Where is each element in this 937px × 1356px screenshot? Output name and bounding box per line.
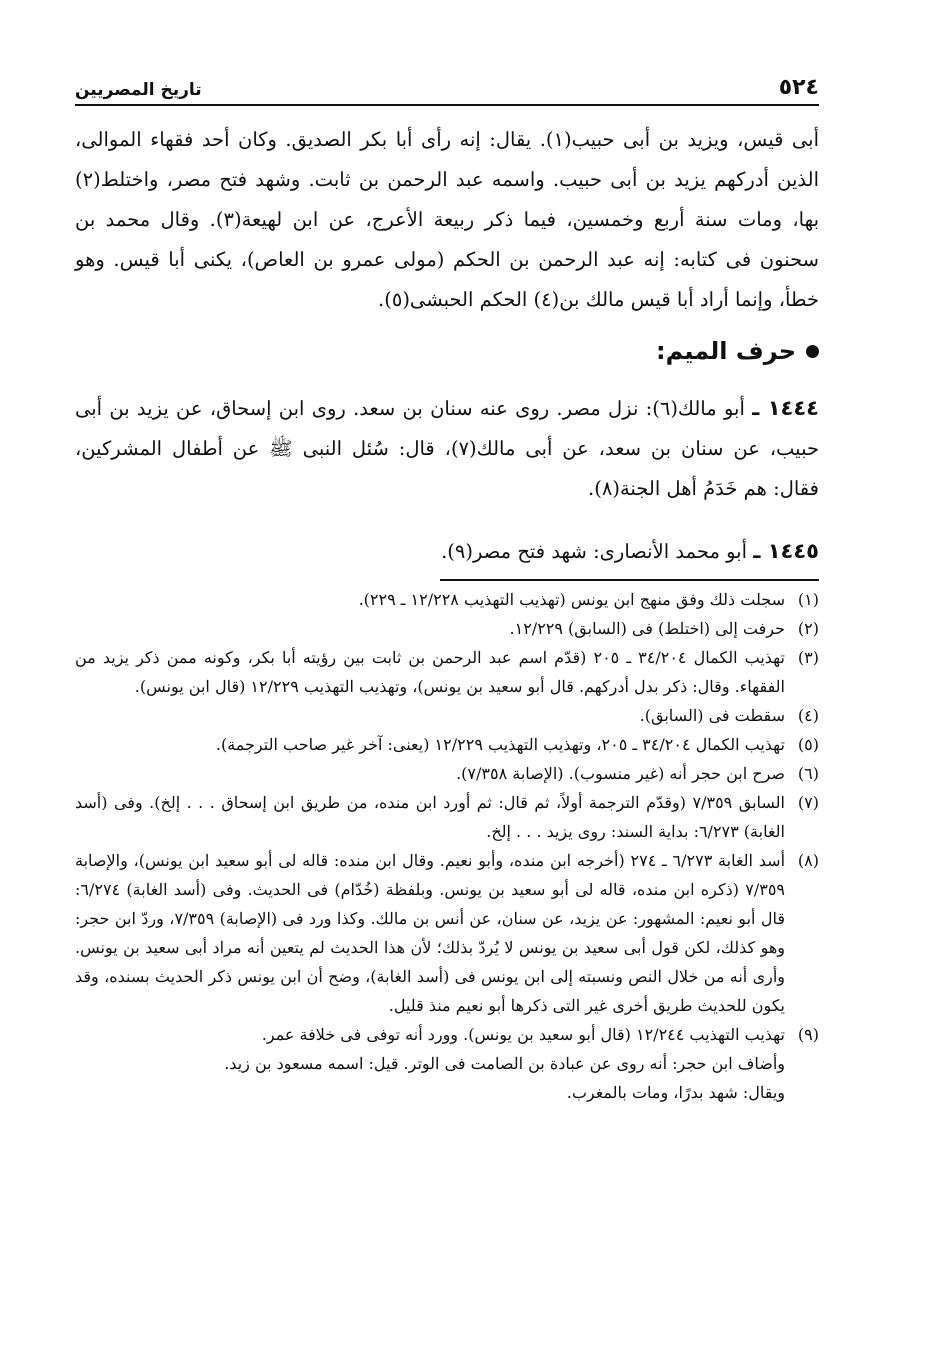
header-rule (75, 104, 819, 106)
footnote-number: (٧) (797, 793, 819, 812)
footnote-number: (٤) (797, 706, 819, 725)
footnote-number: (٥) (797, 735, 819, 754)
footnote-number: (٦) (797, 764, 819, 783)
main-paragraph (75, 120, 819, 320)
section-heading-text: حرف الميم: (655, 337, 796, 365)
paragraph-text: أبى قيس، ويزيد بن أبى حبيب(١). يقال: إنه رأى أبا بكر الصديق. وكان أحد فقهاء الموالى، الذين أدركهم يزيد بن أبى حبيب. واسمه عبد الرحمن بن ثابت. وشهد فتح مصر، واختلط(٢) بها، ومات سنة أربع وخمسين، فيما ذكر ربيعة الأعرج، عن ابن لهيعة(٣). وقال محمد بن سحنون فى كتابه: إنه عبد الرحمن بن الحكم (مولى عمرو بن العاص)، يكنى أبا قيس. وهو خطأ، وإنما أراد أبا قيس مالك بن(٤) الحكم الحبشى(٥). (75, 128, 819, 311)
footnote (75, 701, 819, 730)
footnote-text: صرح ابن حجر أنه (غير منسوب). (الإصابة ٧/٣٥٨). (456, 764, 785, 783)
footnote-number: (٩) (797, 1025, 819, 1044)
footnote (75, 1020, 819, 1107)
running-title: تاريخ المصريين (75, 80, 202, 100)
entry-number: ١٤٤٤ ـ (752, 396, 819, 420)
footnote (75, 614, 819, 643)
footnote (75, 846, 819, 1020)
page-header (75, 70, 819, 100)
entry-text: أبو محمد الأنصارى: شهد فتح مصر(٩). (441, 540, 748, 563)
footnote (75, 788, 819, 846)
footnote (75, 585, 819, 614)
footnotes (75, 585, 819, 1107)
footnote-number: (٣) (797, 648, 819, 667)
footnote-number: (١) (797, 590, 819, 609)
entry-1445 (75, 531, 819, 572)
footnote-number: (٢) (797, 619, 819, 638)
page-number: ٥٢٤ (778, 75, 819, 100)
footnote-number: (٨) (797, 851, 819, 870)
footnote-text: أسد الغابة ٦/٢٧٣ ـ ٢٧٤ (أخرجه ابن منده، وأبو نعيم. وقال ابن منده: قاله لى أبو سعيد ابن يونس)، والإصابة ٧/٣٥٩ (ذكره ابن منده، قاله لى أبو سعيد بن يونس. وبلفظة (خُدّام) فى الحديث. وفى (أسد الغابة) ٦/٢٧٤: قال أبو نعيم: المشهور: عن يزيد، عن سنان، عن أنس بن مالك. وكذا ورد فى (الإصابة) ٧/٣٥٩، وردّ ابن حجر: وهو كذلك، لكن قول أبى سعيد بن يونس لا يُردّ بذلك؛ لأن هذا الحديث لم يتعين أنه مراد أبى سعيد بن يونس. وأرى أنه من خلال النص ونسبته إلى ابن يونس فى (أسد الغابة)، وضح أن ابن يونس ذكر الحديث بسنده، وقد يكون للحديث طريق أخرى غير التى ذكرها أبو نعيم منذ قليل. (75, 851, 786, 1015)
footnote (75, 643, 819, 701)
entry-number: ١٤٤٥ ـ (753, 539, 819, 563)
footnote-rule (440, 579, 819, 581)
footnote-text: تهذيب التهذيب ١٢/٢٤٤ (قال أبو سعيد بن يونس). وورد أنه توفى فى خلافة عمر. (261, 1025, 785, 1044)
footnote-text: ويقال: شهد بدرًا، ومات بالمغرب. (566, 1083, 785, 1102)
entry-1444 (75, 388, 819, 509)
footnote-text: سجلت ذلك وفق منهج ابن يونس (تهذيب التهذيب ١٢/٢٢٨ ـ ٢٢٩). (358, 590, 785, 609)
footnote-text: سقطت فى (السابق). (639, 706, 785, 725)
footnote (75, 730, 819, 759)
footnote-text: وأضاف ابن حجر: أنه روى عن عبادة بن الصامت فى الوتر. قيل: اسمه مسعود بن زيد. (224, 1054, 785, 1073)
section-heading (656, 337, 819, 365)
bullet-icon (806, 345, 819, 358)
entry-text: أبو مالك(٦): نزل مصر. روى عنه سنان بن سعد. روى ابن إسحاق، عن يزيد بن أبى حبيب، عن سنان بن سعد، عن أبى مالك(٧)، قال: سُئل النبى ﷺ عن أطفال المشركين، فقال: هم خَدَمُ أهل الجنة(٨). (75, 397, 820, 500)
footnote-text: السابق ٧/٣٥٩ (وقدّم الترجمة أولاً، ثم قال: ثم أورد ابن منده، من طريق ابن إسحاق . . . إلخ). وفى (أسد الغابة) ٦/٢٧٣: بداية السند: روى يزيد . . . إلخ. (75, 793, 785, 841)
footnote (75, 759, 819, 788)
footnote-text: حرفت إلى (اختلط) فى (السابق) ١٢/٢٢٩. (509, 619, 785, 638)
footnote-text: تهذيب الكمال ٣٤/٢٠٤ ـ ٢٠٥، وتهذيب التهذيب ١٢/٢٢٩ (يعنى: آخر غير صاحب الترجمة). (215, 735, 785, 754)
footnote-text: تهذيب الكمال ٣٤/٢٠٤ ـ ٢٠٥ (قدّم اسم عبد الرحمن بن ثابت بين رؤيته أبا بكر، وكونه ممن ذكر يزيد من الفقهاء. وقال: ذكر بدل أدركهم. قال أبو سعيد بن يونس)، وتهذيب التهذيب ١٢/٢٢٩ (قال ابن يونس). (75, 648, 786, 696)
